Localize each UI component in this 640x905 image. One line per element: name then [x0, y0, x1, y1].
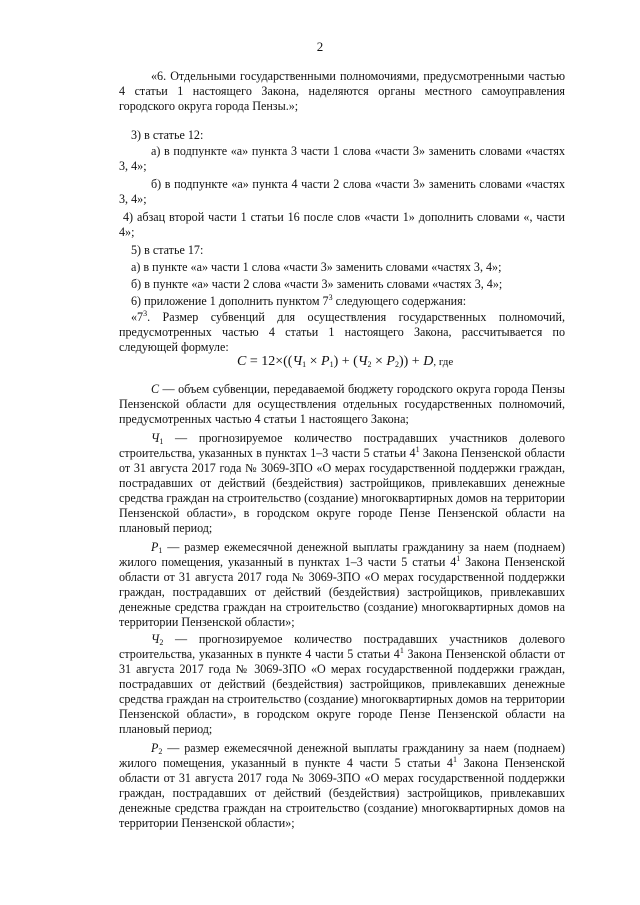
subvention-formula	[237, 354, 453, 370]
text-run: — размер ежемесячной денежной выплаты гражданину за наем (поднаем) жилого помещения, указанный в пункте 4 части 5 статьи 4	[119, 741, 565, 770]
definition-p2	[119, 741, 565, 831]
formula-p1-sub: 1	[329, 360, 334, 369]
variable-p1: P	[151, 540, 159, 554]
formula-times-2: ×	[371, 354, 387, 369]
definition-ch2	[119, 632, 565, 737]
text-run: — объем субвенции, передаваемой бюджету городского округа города Пензы Пензенской области для осуществления отдельных государственных полномочий, предусмотренных частью 4 статьи 1 настоящего Закона;	[119, 382, 565, 426]
subscript: 2	[158, 747, 163, 756]
text-run: — размер ежемесячной денежной выплаты гражданину за наем (поднаем) жилого помещения, указанный в пунктах 1–3 части 5 статьи 4	[119, 540, 565, 569]
text-run: 6) приложение 1 дополнить пунктом 7	[131, 294, 329, 308]
formula-times-1: ×	[306, 354, 322, 369]
superscript: 3	[328, 293, 333, 302]
paragraph-item-6	[119, 294, 565, 309]
superscript: 1	[456, 554, 461, 563]
text-run: Закона Пензенской области от 31 августа 2017 года № 3069-ЗПО «О мерах государственной поддержки граждан, пострадавших от действий (бездействия) застройщиков, привлекавших денежные средства граждан на строительство (создание) многоквартирных домов на территории Пензенской области»;	[119, 555, 566, 629]
paragraph-item-5a: а) в пункте «а» части 1 слова «части 3» заменить словами «частях 3, 4»;	[131, 260, 502, 274]
variable-c: C	[151, 382, 160, 396]
paragraph-item-4: 4) абзац второй части 1 статьи 16 после слов «части 1» дополнить словами «, части 4»;	[119, 210, 565, 239]
formula-eq: = 12×((	[246, 354, 293, 369]
superscript: 1	[452, 755, 457, 764]
text-run: . Размер субвенций для осуществления государственных полномочий, предусмотренных частью 4 статьи 1 настоящего Закона, рассчитывается по следующей формуле:	[119, 310, 565, 354]
text-run: Закона Пензенской области от 31 августа 2017 года № 3069-ЗПО «О мерах государственной поддержки граждан, пострадавших от действий (бездействия) застройщиков, привлекавших денежные средства граждан на строительство (создание) многоквартирных домов на территории Пензенской области», в городском округе городе Пензе Пензенской области на плановый период;	[119, 647, 566, 736]
superscript: 3	[143, 309, 148, 318]
formula-ch1-sub: 1	[302, 360, 307, 369]
variable-ch2: Ч	[151, 632, 160, 646]
superscript: 1	[399, 646, 404, 655]
formula-p2-sub: 2	[394, 360, 399, 369]
subscript: 1	[158, 546, 163, 555]
formula-p2: P	[386, 354, 395, 369]
text-run: Закона Пензенской области от 31 августа 2017 года № 3069-ЗПО «О мерах государственной поддержки граждан, пострадавших от действий (бездействия) застройщиков, привлекавших денежные средства граждан на строительство (создание) многоквартирных домов на территории Пензенской области»;	[119, 756, 565, 830]
text-run: Закона Пензенской области от 31 августа 2017 года № 3069-ЗПО «О мерах государственной поддержки граждан, пострадавших от действий (бездействия) застройщиков, привлекавших денежные средства граждан на строительство (создание) многоквартирных домов на территории Пензенской области», в городском округе городе Пензе Пензенской области на плановый период;	[119, 446, 565, 535]
formula-c: C	[237, 354, 247, 369]
text-run: — прогнозируемое количество пострадавших участников долевого строительства, указанных в пунктах 1–3 части 5 статьи 4	[119, 431, 565, 460]
definition-p1	[119, 540, 565, 630]
paragraph-item-3: 3) в статье 12:	[131, 128, 204, 142]
variable-ch1: Ч	[151, 431, 160, 445]
formula-ch1: Ч	[292, 354, 303, 369]
paragraph-item-5b: б) в пункте «а» части 2 слова «части 3» заменить словами «частях 3, 4»;	[131, 277, 503, 291]
superscript: 1	[415, 445, 420, 454]
formula-mid: ) + (	[333, 354, 358, 369]
formula-ch2: Ч	[357, 354, 368, 369]
definition-ch1	[119, 431, 565, 536]
paragraph-item-5: 5) в статье 17:	[131, 243, 204, 257]
paragraph-amendment-6: «6. Отдельными государственными полномочиями, предусмотренными частью 4 статьи 1 настоящего Закона, наделяются органы местного самоуправления городского округа города Пензы.»;	[119, 69, 565, 113]
formula-tail: , где	[433, 356, 454, 368]
text-run: следующего содержания:	[332, 294, 467, 308]
formula-ch2-sub: 2	[367, 360, 372, 369]
subscript: 1	[159, 437, 164, 446]
paragraph-item-3a: а) в подпункте «а» пункта 3 части 1 слова «части 3» заменить словами «частях 3, 4»;	[119, 144, 565, 173]
paragraph-item-3b: б) в подпункте «а» пункта 4 части 2 слова «части 3» заменить словами «частях 3, 4»;	[119, 177, 565, 206]
formula-p1: P	[321, 354, 330, 369]
text-run: — прогнозируемое количество пострадавших участников долевого строительства, указанных в пункте 4 части 5 статьи 4	[119, 632, 565, 661]
formula-d: D	[423, 354, 434, 369]
definition-c	[119, 382, 565, 427]
subscript: 2	[159, 638, 164, 647]
text-run: «7	[131, 310, 144, 324]
formula-close: )) +	[398, 354, 424, 369]
page-number: 2	[316, 39, 324, 54]
variable-p2: P	[151, 741, 159, 755]
paragraph-point-7-3	[119, 310, 565, 355]
